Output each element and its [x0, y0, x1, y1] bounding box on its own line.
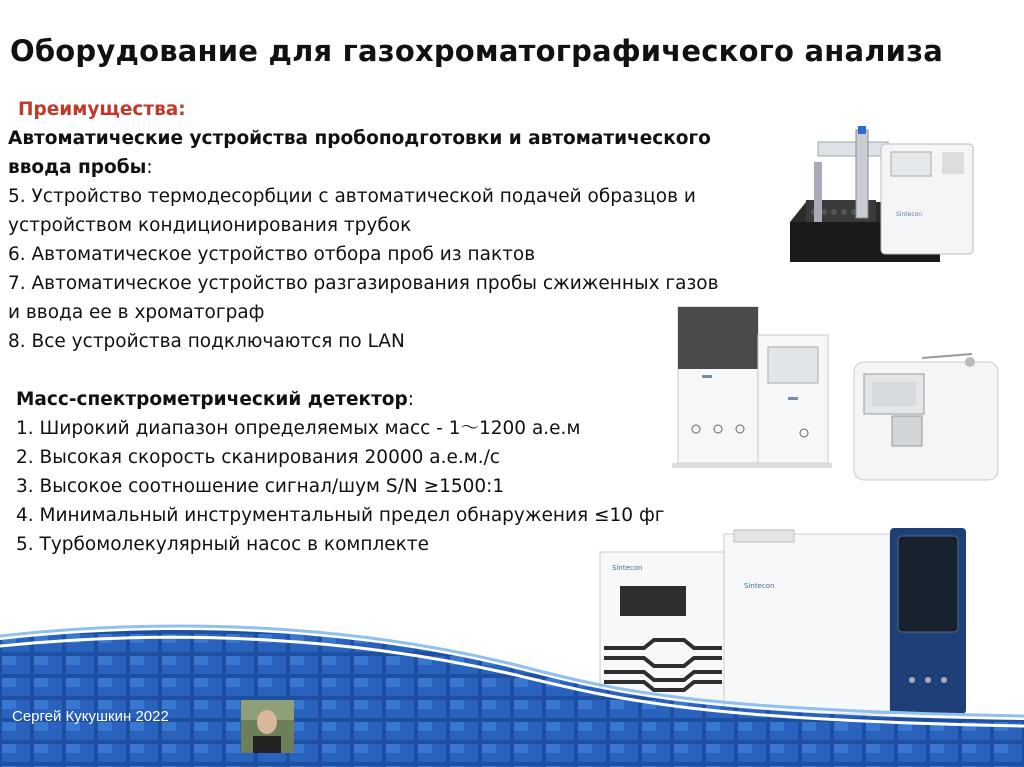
list-item: 3. Высокое соотношение сигнал/шум S/N ≥1500:1 — [16, 476, 505, 497]
autosampler-image — [786, 122, 982, 270]
autosampler-heading-line2-text: ввода пробы — [8, 157, 147, 178]
ms-heading: Масс-спектрометрический детектор — [16, 389, 408, 410]
list-item: 5. Устройство термодесорбции с автоматической подачей образцов и — [8, 186, 696, 207]
list-item: 4. Минимальный инструментальный предел обнаружения ≤10 фг — [16, 505, 665, 526]
list-item: 1. Широкий диапазон определяемых масс - 1～1200 а.е.м — [16, 418, 581, 439]
gas-sampler-image — [852, 352, 1002, 484]
device-brand-label: Sintecon — [744, 582, 775, 590]
list-item: 2. Высокая скорость сканирования 20000 а.е.м./с — [16, 447, 500, 468]
list-item: 8. Все устройства подключаются по LAN — [8, 331, 405, 352]
author-caption: Сергей Кукушкин 2022 — [12, 708, 169, 725]
list-item: 5. Турбомолекулярный насос в комплекте — [16, 534, 429, 555]
ms-colon: : — [407, 389, 414, 410]
list-item: и ввода ее в хроматограф — [8, 302, 265, 323]
autosampler-colon: : — [146, 157, 153, 178]
list-item: устройством кондиционирования трубок — [8, 215, 412, 236]
slide-title: Оборудование для газохроматографического анализа — [10, 34, 944, 68]
device-brand-label: Sintecon — [612, 564, 643, 572]
device-brand-label: Sintecon — [896, 211, 923, 218]
advantages-heading: Преимущества: — [18, 99, 186, 120]
footer-decoration — [0, 610, 1024, 767]
autosampler-heading: Автоматические устройства пробоподготовки и автоматического — [8, 128, 711, 149]
autosampler-heading-line2 — [8, 153, 808, 182]
list-item: 7. Автоматическое устройство разгазирования пробы сжиженных газов — [8, 273, 719, 294]
author-photo — [241, 700, 294, 753]
list-item: 6. Автоматическое устройство отбора проб из пактов — [8, 244, 536, 265]
thermal-desorber-image — [672, 305, 834, 470]
